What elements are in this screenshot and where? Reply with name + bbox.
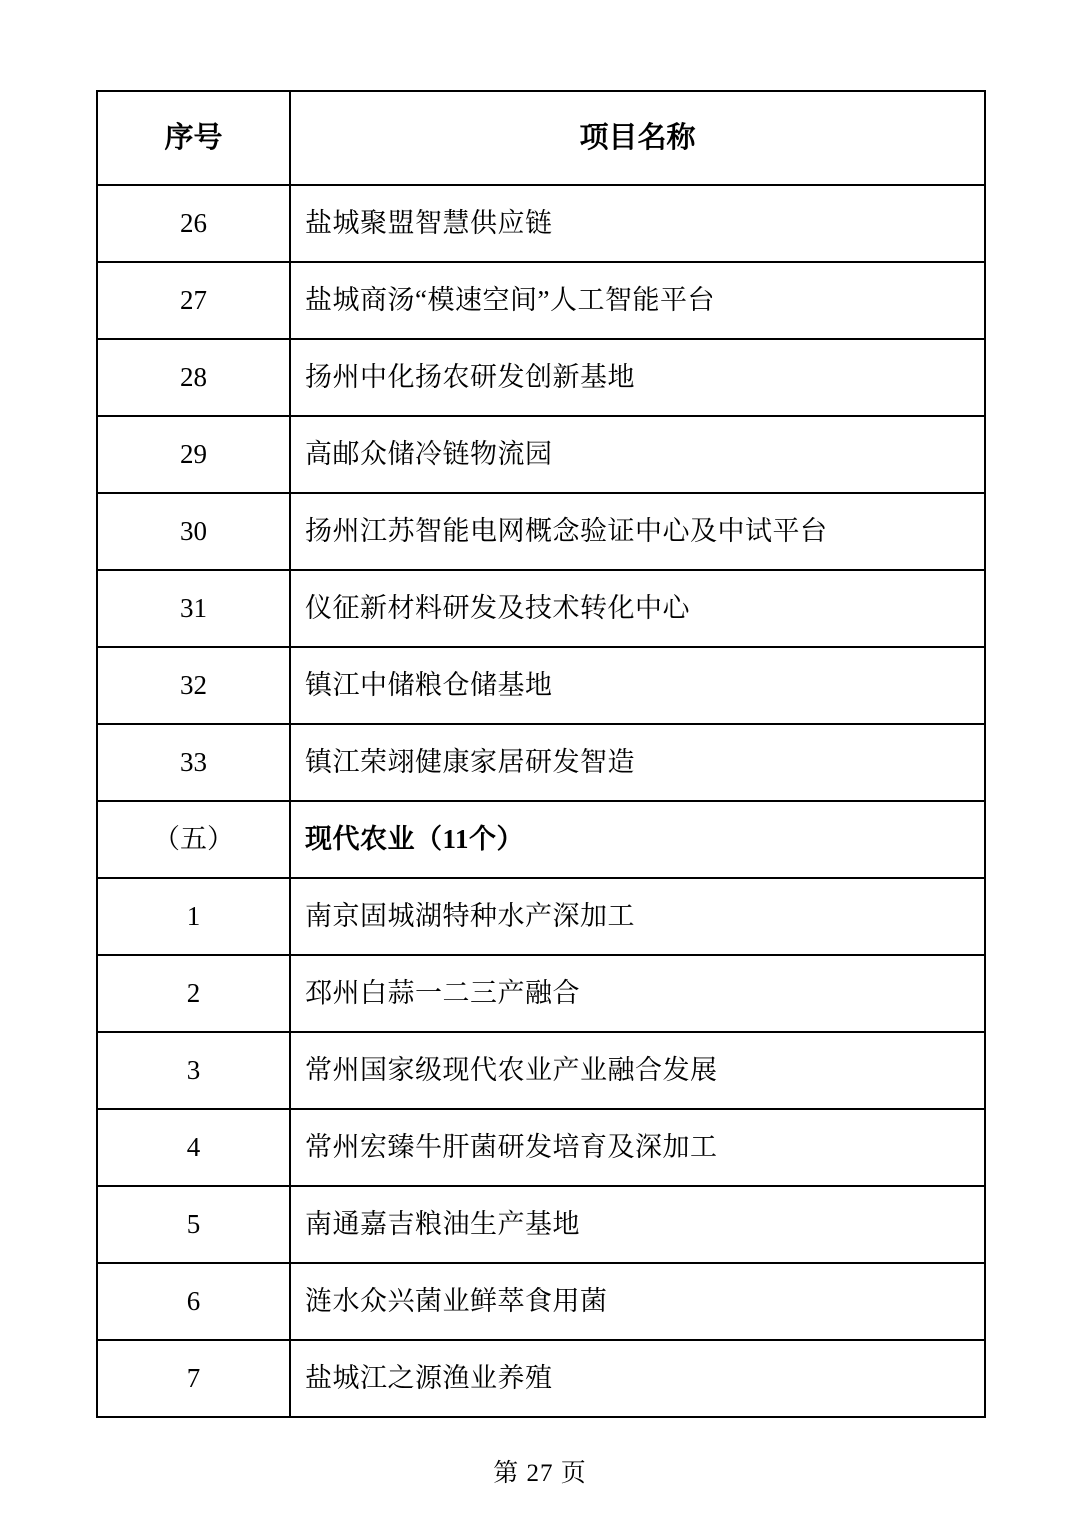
row-seq-text: 2 <box>186 978 201 1009</box>
row-seq-cell <box>97 1186 290 1263</box>
row-name-cell <box>290 724 985 801</box>
row-name-text: 盐城商汤“模速空间”人工智能平台 <box>305 285 715 316</box>
row-seq-text: 28 <box>180 362 207 393</box>
table-body <box>97 91 985 1417</box>
section-title-text: 现代农业（11个） <box>305 824 525 855</box>
row-seq-cell <box>97 724 290 801</box>
row-name-cell <box>290 878 985 955</box>
row-name-text: 常州国家级现代农业产业融合发展 <box>305 1055 718 1086</box>
table-row <box>97 878 985 955</box>
row-name-cell <box>290 801 985 878</box>
row-name-text: 南通嘉吉粮油生产基地 <box>305 1209 580 1240</box>
table-header-row <box>97 91 985 185</box>
row-seq-cell <box>97 801 290 878</box>
row-seq-cell <box>97 416 290 493</box>
project-list-table <box>96 90 986 1418</box>
row-name-cell <box>290 1186 985 1263</box>
row-seq-cell <box>97 1032 290 1109</box>
row-name-text: 涟水众兴菌业鲜萃食用菌 <box>305 1286 608 1317</box>
row-name-text: 高邮众储冷链物流园 <box>305 439 553 470</box>
row-name-cell <box>290 1032 985 1109</box>
row-name-text: 南京固城湖特种水产深加工 <box>305 901 635 932</box>
row-seq-cell <box>97 262 290 339</box>
row-name-text: 镇江中储粮仓储基地 <box>305 670 553 701</box>
row-name-cell <box>290 570 985 647</box>
table-row <box>97 1186 985 1263</box>
row-seq-cell <box>97 1263 290 1340</box>
row-seq-cell <box>97 339 290 416</box>
row-seq-cell <box>97 570 290 647</box>
row-seq-text: 32 <box>180 670 207 701</box>
row-seq-cell <box>97 647 290 724</box>
row-name-text: 扬州江苏智能电网概念验证中心及中试平台 <box>305 516 828 547</box>
row-name-text: 盐城聚盟智慧供应链 <box>305 208 553 239</box>
table-row <box>97 185 985 262</box>
row-name-text: 镇江荣翊健康家居研发智造 <box>305 747 635 778</box>
row-name-cell <box>290 262 985 339</box>
header-cell-seq <box>97 91 290 185</box>
row-name-text: 扬州中化扬农研发创新基地 <box>305 362 635 393</box>
row-seq-text: 31 <box>180 593 207 624</box>
row-name-cell <box>290 1109 985 1186</box>
row-name-text: 邳州白蒜一二三产融合 <box>305 978 580 1009</box>
row-seq-cell <box>97 878 290 955</box>
table-row <box>97 262 985 339</box>
row-seq-text: 6 <box>186 1286 201 1317</box>
table-row <box>97 955 985 1032</box>
header-name-label: 项目名称 <box>579 121 696 154</box>
row-seq-text: 27 <box>180 285 207 316</box>
row-seq-text: 4 <box>186 1132 201 1163</box>
row-name-cell <box>290 1340 985 1417</box>
table-row <box>97 1340 985 1417</box>
row-name-cell <box>290 647 985 724</box>
row-seq-cell <box>97 955 290 1032</box>
table-row <box>97 416 985 493</box>
row-seq-text: 3 <box>186 1055 201 1086</box>
row-seq-text: 1 <box>186 901 201 932</box>
row-name-text: 仪征新材料研发及技术转化中心 <box>305 593 690 624</box>
row-name-cell <box>290 416 985 493</box>
row-seq-text: 30 <box>180 516 207 547</box>
table-row <box>97 493 985 570</box>
header-cell-name <box>290 91 985 185</box>
row-seq-text: 5 <box>186 1209 201 1240</box>
table-row <box>97 724 985 801</box>
table-row <box>97 570 985 647</box>
table-row <box>97 1032 985 1109</box>
row-name-cell <box>290 1263 985 1340</box>
row-seq-cell <box>97 493 290 570</box>
row-seq-text: 29 <box>180 439 207 470</box>
row-seq-cell <box>97 1340 290 1417</box>
table-row <box>97 1109 985 1186</box>
row-name-text: 盐城江之源渔业养殖 <box>305 1363 553 1394</box>
row-seq-text: 33 <box>180 747 207 778</box>
row-name-cell <box>290 955 985 1032</box>
page-number-footer: 第 27 页 <box>493 1460 587 1487</box>
section-seq-text: （五） <box>153 824 234 855</box>
row-name-cell <box>290 185 985 262</box>
row-name-text: 常州宏臻牛肝菌研发培育及深加工 <box>305 1132 718 1163</box>
table-row <box>97 647 985 724</box>
row-name-cell <box>290 493 985 570</box>
header-seq-label: 序号 <box>164 121 223 154</box>
table-row <box>97 339 985 416</box>
row-name-cell <box>290 339 985 416</box>
table-section-row <box>97 801 985 878</box>
row-seq-cell <box>97 1109 290 1186</box>
table-row <box>97 1263 985 1340</box>
row-seq-text: 26 <box>180 208 207 239</box>
row-seq-cell <box>97 185 290 262</box>
row-seq-text: 7 <box>186 1363 201 1394</box>
